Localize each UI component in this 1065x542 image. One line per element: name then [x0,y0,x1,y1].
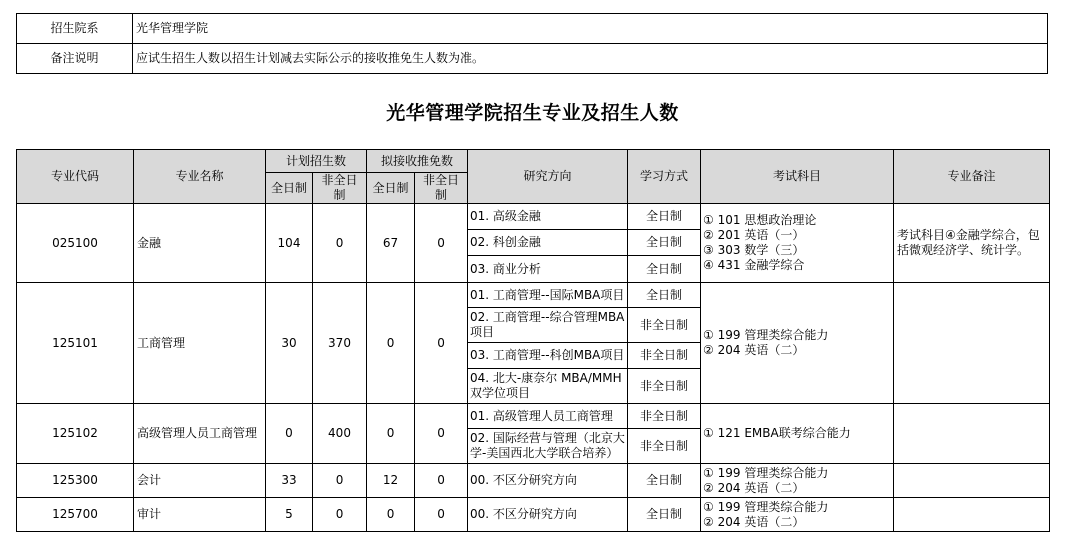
header-row [17,150,1050,173]
study-mode: 全日制 [628,498,701,532]
major-code: 125300 [17,464,134,498]
major-name: 工商管理 [134,283,266,404]
table-row [17,283,1050,308]
direction: 02. 工商管理--综合管理MBA项目 [468,308,628,343]
header-plan-part: 非全日制 [313,173,367,204]
exam-subjects [701,204,894,283]
plan-part: 0 [313,498,367,532]
header-plan-full: 全日制 [266,173,313,204]
direction: 03. 商业分析 [468,256,628,283]
subject-item: ① 199 管理类综合能力 [703,328,829,342]
header-direction: 研究方向 [468,150,628,204]
subject-item: ③ 303 数学（三） [703,243,805,257]
rec-full: 12 [367,464,415,498]
page-title: 光华管理学院招生专业及招生人数 [386,102,679,124]
subject-item: ② 204 英语（二） [703,343,805,357]
table-row [17,204,1050,230]
major-name: 高级管理人员工商管理 [134,404,266,464]
rec-part: 0 [415,283,468,404]
plan-full: 33 [266,464,313,498]
major-remark [894,464,1050,498]
info-value: 光华管理学院 [133,14,1048,44]
study-mode: 非全日制 [628,369,701,404]
header-recommend: 拟接收推免数 [367,150,468,173]
study-mode: 非全日制 [628,404,701,429]
plan-full: 0 [266,404,313,464]
study-mode: 全日制 [628,464,701,498]
header-code: 专业代码 [17,150,134,204]
direction: 00. 不区分研究方向 [468,498,628,532]
study-mode: 全日制 [628,230,701,256]
rec-full: 67 [367,204,415,283]
major-code: 125102 [17,404,134,464]
major-remark [894,498,1050,532]
study-mode: 全日制 [628,283,701,308]
info-table [16,13,1048,74]
header-subjects: 考试科目 [701,150,894,204]
major-remark [894,283,1050,404]
header-name: 专业名称 [134,150,266,204]
subject-item: ① 199 管理类综合能力 [703,465,829,480]
subject-item: ① 199 管理类综合能力 [703,499,829,514]
rec-part: 0 [415,498,468,532]
direction: 04. 北大-康奈尔 MBA/MMH双学位项目 [468,369,628,404]
rec-part: 0 [415,464,468,498]
plan-full: 104 [266,204,313,283]
rec-full: 0 [367,498,415,532]
major-name: 会计 [134,464,266,498]
header-mode: 学习方式 [628,150,701,204]
exam-subjects [701,404,894,464]
table-row [17,404,1050,429]
info-label: 招生院系 [17,14,133,44]
direction: 01. 工商管理--国际MBA项目 [468,283,628,308]
plan-part: 370 [313,283,367,404]
direction: 03. 工商管理--科创MBA项目 [468,343,628,369]
info-row [17,44,1048,74]
direction: 02. 科创金融 [468,230,628,256]
header-plan: 计划招生数 [266,150,367,173]
major-name: 审计 [134,498,266,532]
info-label: 备注说明 [17,44,133,74]
rec-full: 0 [367,283,415,404]
subject-item: ② 204 英语（二） [703,480,805,495]
subject-item: ② 201 英语（一） [703,228,805,242]
major-remark: 考试科目④金融学综合，包括微观经济学、统计学。 [894,204,1050,283]
subject-item: ① 101 思想政治理论 [703,213,817,227]
major-code: 125101 [17,283,134,404]
exam-subjects [701,464,894,498]
plan-part: 0 [313,204,367,283]
study-mode: 非全日制 [628,308,701,343]
table-row [17,464,1050,498]
major-code: 025100 [17,204,134,283]
table-row [17,498,1050,532]
subject-item: ④ 431 金融学综合 [703,258,805,272]
direction: 02. 国际经营与管理（北京大学-美国西北大学联合培养） [468,429,628,464]
header-rec-part: 非全日制 [415,173,468,204]
major-name: 金融 [134,204,266,283]
header-rec-full: 全日制 [367,173,415,204]
major-remark [894,404,1050,464]
header-remark: 专业备注 [894,150,1050,204]
plan-part: 0 [313,464,367,498]
direction: 01. 高级管理人员工商管理 [468,404,628,429]
study-mode: 非全日制 [628,343,701,369]
rec-full: 0 [367,404,415,464]
rec-part: 0 [415,404,468,464]
plan-part: 400 [313,404,367,464]
admission-table [16,149,1050,532]
study-mode: 全日制 [628,204,701,230]
subject-item: ① 121 EMBA联考综合能力 [703,426,851,440]
info-row [17,14,1048,44]
exam-subjects [701,498,894,532]
info-value: 应试生招生人数以招生计划减去实际公示的接收推免生人数为准。 [133,44,1048,74]
rec-part: 0 [415,204,468,283]
subject-item: ② 204 英语（二） [703,514,805,529]
direction: 01. 高级金融 [468,204,628,230]
exam-subjects [701,283,894,404]
study-mode: 非全日制 [628,429,701,464]
study-mode: 全日制 [628,256,701,283]
major-code: 125700 [17,498,134,532]
plan-full: 30 [266,283,313,404]
direction: 00. 不区分研究方向 [468,464,628,498]
plan-full: 5 [266,498,313,532]
